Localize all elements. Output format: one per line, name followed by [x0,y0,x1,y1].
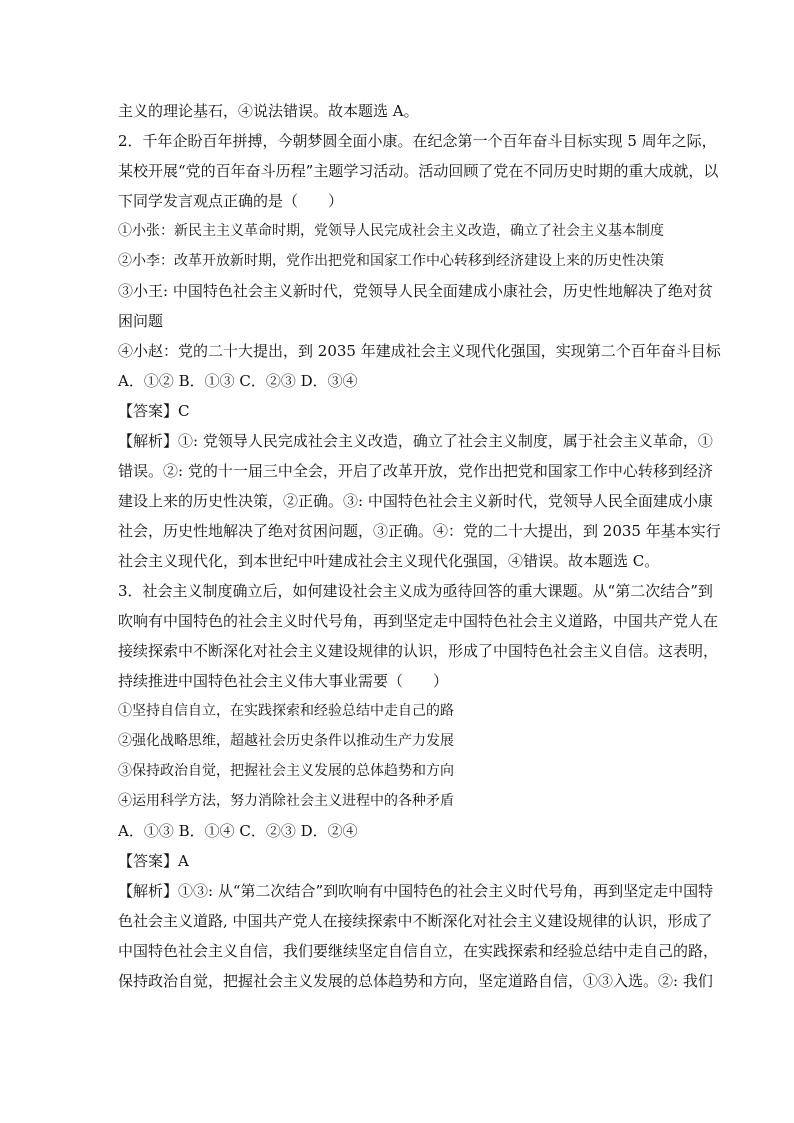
text-line: 某校开展“党的百年奋斗历程”主题学习活动。活动回顾了党在不同历史时期的重大成就，以 [118,162,719,180]
answer-options: A．①③ B．①④ C．②③ D．②④ [118,822,358,840]
statement-2: ②小李：改革开放新时期，党作出把党和国家工作中心转移到经济建设上来的历史性决策 [118,253,664,269]
answer-label: 【答案】C [118,402,190,420]
text-line: 色社会主义道路, 中国共产党人在接续探索中不断深化对社会主义建设规律的认识，形成了 [118,912,713,930]
statement-3: ③保持政治自觉，把握社会主义发展的总体趋势和方向 [118,763,454,779]
document-body [118,96,721,996]
statement-3: ③小王: 中国特色社会主义新时代，党领导人民全面建成小康社会，历史性地解决了绝对贫 [118,282,713,300]
question-3-line: 3．社会主义制度确立后，如何建设社会主义成为亟待回答的重大课题。从“第二次结合”到 [118,582,713,600]
statement-4: ④运用科学方法，努力消除社会主义进程中的各种矛盾 [118,793,454,809]
answer-options: A．①② B．①③ C．②③ D．③④ [118,372,358,390]
text-line: 保持政治自觉，把握社会主义发展的总体趋势和方向，坚定道路自信，①③入选。②: 我们 [118,972,713,990]
statement-2: ②强化战略思维，超越社会历史条件以推动生产力发展 [118,733,454,749]
text-line: 中国特色社会主义自信，我们要继续坚定自信自立，在实践探索和经验总结中走自己的路， [118,942,719,960]
analysis-line: 【解析】①: 党领导人民完成社会主义改造，确立了社会主义制度，属于社会主义革命，① [118,432,713,450]
statement-1: ①坚持自信自立，在实践探索和经验总结中走自己的路 [118,703,454,719]
statement-4: ④小赵：党的二十大提出，到 2035 年建成社会主义现代化强国，实现第二个百年奋斗目标 [118,342,721,360]
text-line: 错误。②: 党的十一届三中全会，开启了改革开放，党作出把党和国家工作中心转移到经济 [118,462,713,480]
answer-label: 【答案】A [118,852,189,870]
text-line: 下同学发言观点正确的是（ ） [118,192,344,210]
text-line: 吹响有中国特色的社会主义时代号角，再到坚定走中国特色社会主义道路，中国共产党人在 [118,612,719,630]
text-line: 社会主义现代化，到本世纪中叶建成社会主义现代化强国，④错误。故本题选 C。 [118,552,660,570]
text-line: 建设上来的历史性决策，②正确。③: 中国特色社会主义新时代，党领导人民全面建成小康 [118,492,713,510]
text-line: 持续推进中国特色社会主义伟大事业需要（ ） [118,672,449,690]
text-line: 接续探索中不断深化对社会主义建设规律的认识，形成了中国特色社会主义自信。这表明， [118,642,719,660]
text-line: 困问题 [118,312,164,330]
text-line: 主义的理论基石，④说法错误。故本题选 A。 [118,102,419,120]
statement-1: ①小张：新民主主义革命时期，党领导人民完成社会主义改造，确立了社会主义基本制度 [118,223,664,239]
analysis-line: 【解析】①③: 从“第二次结合”到吹响有中国特色的社会主义时代号角，再到坚定走中国特 [118,882,714,900]
question-2-line: 2．千年企盼百年拼搏，今朝梦圆全面小康。在纪念第一个百年奋斗目标实现 5 周年之际， [118,132,717,150]
text-line: 社会，历史性地解决了绝对贫困问题，③正确。④：党的二十大提出，到 2035 年基本实行 [118,522,721,540]
